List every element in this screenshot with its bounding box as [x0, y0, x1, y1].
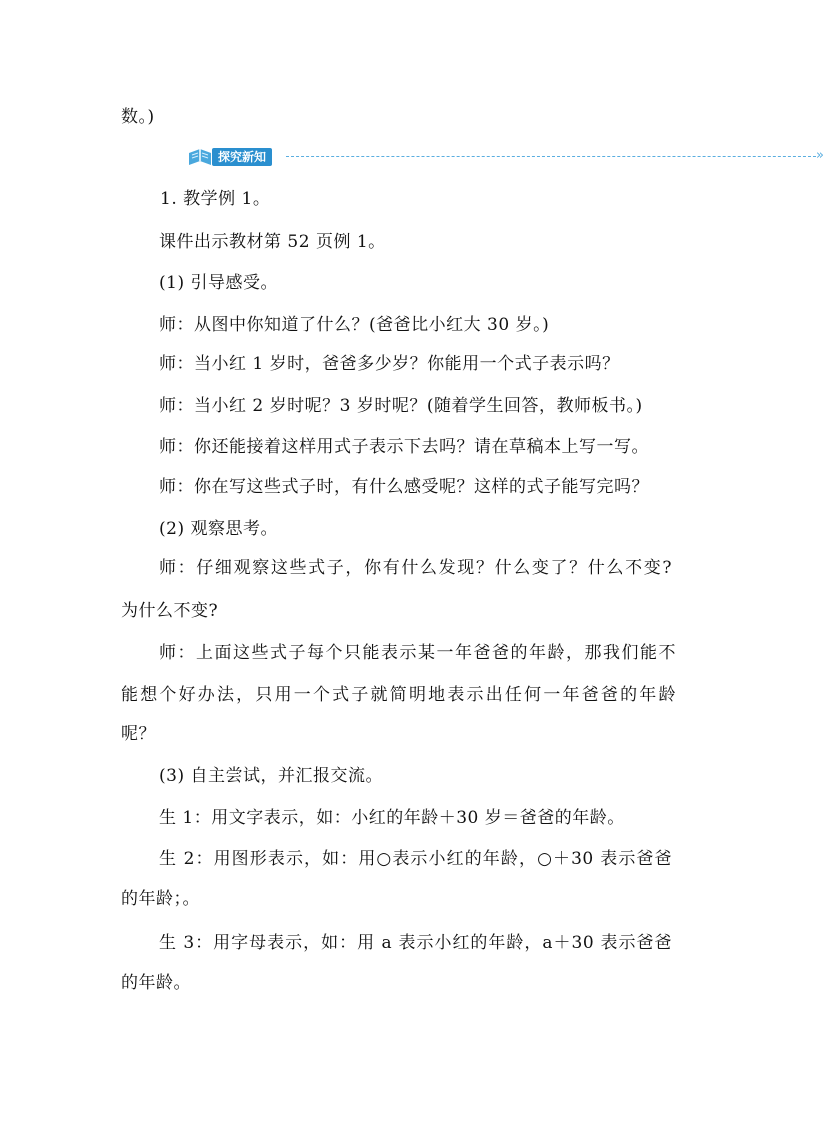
book-icon: [186, 146, 214, 168]
double-arrow-icon: »: [816, 148, 824, 163]
divider: [286, 156, 816, 157]
section-banner: [186, 146, 824, 168]
text-line: (2) 观察思考。: [159, 519, 278, 539]
text-line: 数。): [121, 107, 155, 127]
section-title: 探究新知: [212, 148, 272, 166]
text-line: 师：你还能接着这样用式子表示下去吗？请在草稿本上写一写。: [159, 437, 649, 457]
text-line: 师：从图中你知道了什么？(爸爸比小红大 30 岁。): [159, 315, 550, 335]
text-line: 师：仔细观察这些式子，你有什么发现？什么变了？什么不变?: [159, 558, 672, 578]
text-line: 师：当小红 1 岁时，爸爸多少岁？你能用一个式子表示吗？: [159, 354, 620, 374]
text-line: 师：当小红 2 岁时呢？3 岁时呢？(随着学生回答，教师板书。): [159, 396, 643, 416]
text-line: 课件出示教材第 52 页例 1。: [159, 232, 386, 252]
text-line: 师：你在写这些式子时，有什么感受呢？这样的式子能写完吗？: [159, 477, 649, 497]
text-line: (3) 自主尝试，并汇报交流。: [159, 766, 383, 786]
text-line: 1. 教学例 1。: [160, 189, 271, 209]
text-line: (1) 引导感受。: [159, 273, 278, 293]
text-line: 呢？: [121, 724, 156, 744]
text-line: 生 3：用字母表示，如：用 a 表示小红的年龄，a＋30 表示爸爸: [159, 933, 672, 953]
text-line: 为什么不变?: [121, 601, 219, 621]
text-line: 师：上面这些式子每个只能表示某一年爸爸的年龄，那我们能不: [159, 643, 676, 663]
text-line: 的年龄。: [121, 973, 191, 993]
text-line: 的年龄；。: [121, 889, 200, 909]
text-line: 生 1：用文字表示，如：小红的年龄＋30 岁＝爸爸的年龄。: [159, 808, 625, 828]
text-line: 能想个好办法，只用一个式子就简明地表示出任何一年爸爸的年龄: [121, 685, 676, 705]
text-line: 生 2：用图形表示，如：用○表示小红的年龄，○＋30 表示爸爸: [159, 849, 672, 869]
